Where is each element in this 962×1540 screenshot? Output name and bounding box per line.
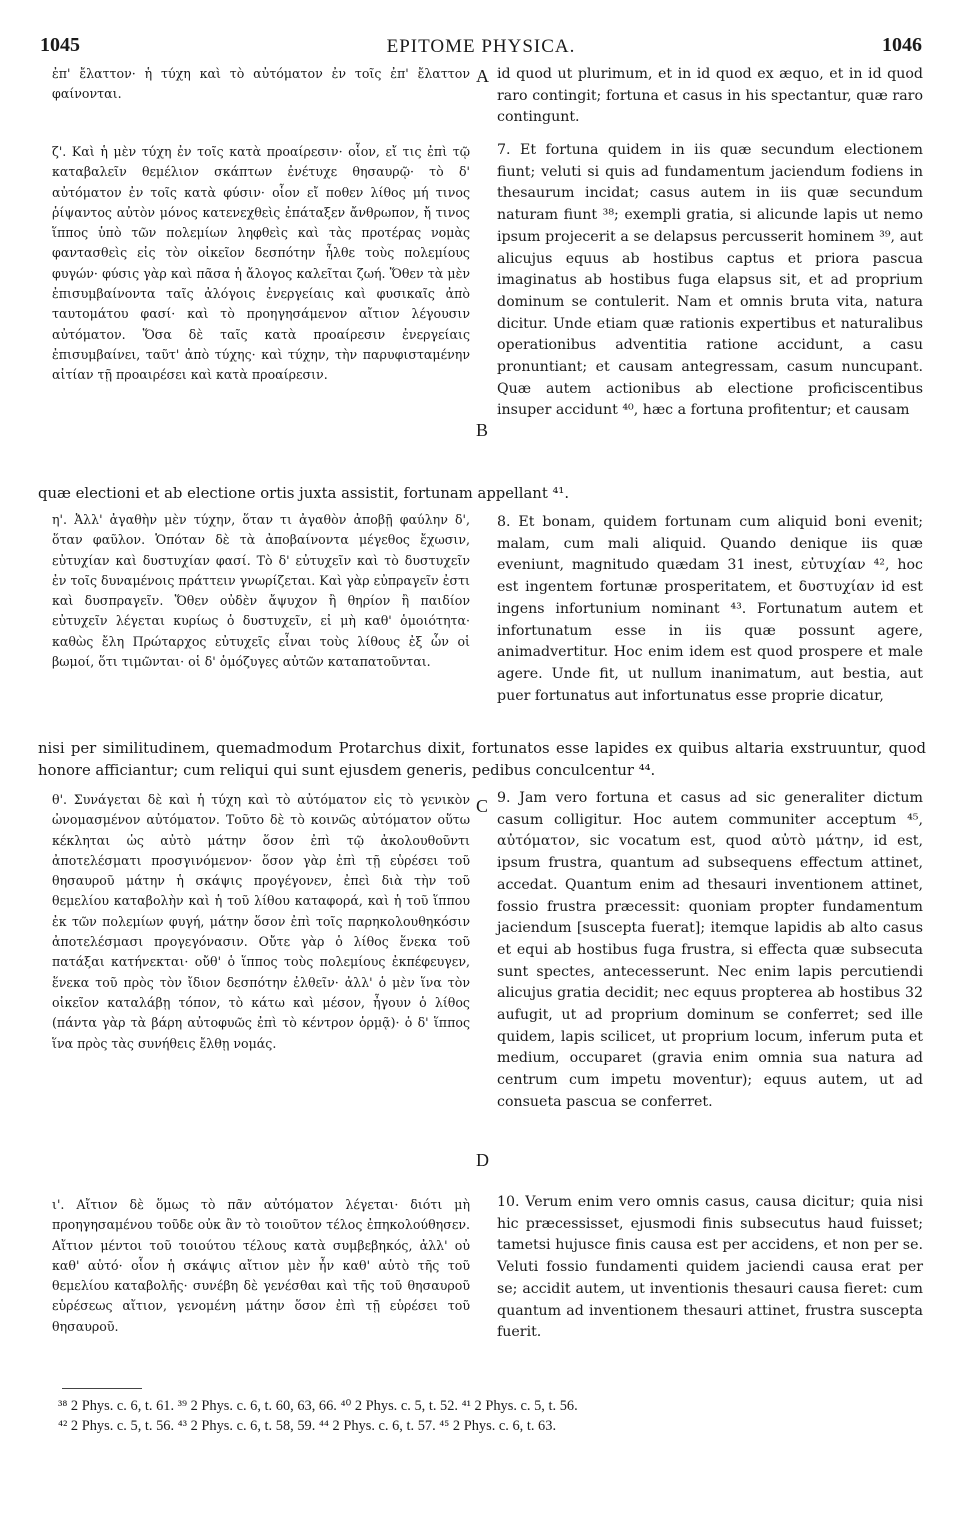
margin-letter-a: A <box>476 66 489 86</box>
page-number-right: 1046 <box>882 34 922 56</box>
margin-letter-d: D <box>476 1150 489 1170</box>
running-header <box>40 34 922 60</box>
latin-paragraph-9: 9. Jam vero fortuna et casus ad sic generaliter dictum casum colligitur. Hoc autem communiter acceptum ⁴⁵, αὐτόματον, sic vocatum est, quod αὐτὸ μάτην, id est, ipsum frustra, quantum ad subsequens effectum attinet, accedat. Quantum enim ad thesauri inventionem attinet, fossio frustra præcessit: quoniam propter fundamentum jaciendum [suscepta fuerat]; itemque lapidis ab alto casus et equi ab hostibus fuga frustra, si effecta quæ subsecuta sunt spectes, antecesserunt. Nec enim lapis percutiendi alicujus gratia decidit; nec equus propterea ab hostibus 32 aufugit, ut ad proprium dominum se conferret; sed ille quidem, lapis scilicet, ut proprium locum, inferum puta et medium, occuparet (gravia enim omnia sua natura ad centrum cum impetu moventur); equus autem, ut ad consueta pascua se conferret. <box>497 790 923 1110</box>
margin-letter-b: B <box>476 420 489 440</box>
full-width-line-1: quæ electioni et ab electione ortis juxta assistit, fortunam appellant ⁴¹. <box>38 485 570 502</box>
page-number-left: 1045 <box>40 34 80 56</box>
margin-letter-c: C <box>476 796 489 816</box>
running-title: EPITOME PHYSICA. <box>386 36 576 57</box>
greek-paragraph-8: η'. Ἀλλ' ἀγαθὴν μὲν τύχην, ὅταν τι ἀγαθὸν ἀποβῇ φαύλην δ', ὅταν φαῦλον. Ὁπόταν δὲ τὰ ἀποβαίνοντα μέγεθος ἔχωσιν, εὐτυχίαν καὶ δυστυχίαν φασί. Τὸ δ' εὐτυχεῖν καὶ τὸ δυστυχεῖν ἐν τοῖς δυναμένοις πράττειν γνωρίζεται. Καὶ γὰρ εὐπραγεῖν ἐστι καὶ δυσπραγεῖν. Ὅθεν οὐδὲν ἄψυχον ἢ θηρίον ἢ παιδίον εὐτυχεῖν λέγεται κυρίως ὁ δυστυχεῖν, εἰ μὴ καθ' ὁμοιότητα· καθὼς ἔλη Πρώταρχος εὐτυχεῖς εἶναι τοὺς λίθους ἐξ ὧν οἱ βωμοί, ὅτι τιμῶνται· οἱ δ' ὁμόζυγες αὐτῶν καταπατοῦνται. <box>52 512 470 670</box>
footnote-line-2: ⁴² 2 Phys. c. 5, t. 56. ⁴³ 2 Phys. c. 6, t. 58, 59. ⁴⁴ 2 Phys. c. 6, t. 57. ⁴⁵ 2 Phys. c. 6, t. 63. <box>58 1418 557 1434</box>
footnotes <box>58 1396 938 1436</box>
full-width-line-2: nisi per similitudinem, quemadmodum Protarchus dixit, fortunatos esse lapides ex quibus altaria exstruuntur, quod honore afficiantur; cum reliqui qui sunt ejusdem generis, pedibus conculcentur ⁴⁴. <box>38 740 926 779</box>
latin-paragraph-8: 8. Et bonam, quidem fortunam cum aliquid boni evenit; malam, cum mali aliquid. Quando denique iis quæ eveniunt, magnitudo quædam 31 inest, εὐτυχίαν ⁴², hoc est ingentem fortunæ prosperitatem, et δυστυχίαν id est ingens infortunium nominant ⁴³. Fortunatum autem et infortunatum esse in iis quæ possunt agere, animadvertitur. Hoc enim idem est quod prospere et male agere. Unde fit, ut nullum inanimatum, aut bestia, aut puer fortunatus aut infortunatus esse proprie dicatur, <box>497 514 923 704</box>
latin-paragraph-10: 10. Verum enim vero omnis casus, causa dicitur; quia nisi hic præcessisset, ejusmodi finis subsecutus haud fuisset; tametsi hujusce finis causa est per accidens, et non per se. Veluti fossio fundamenti quidem jaciendi causa erat per se; accidit autem, ut inventionis thesauri causa fieret: cum quantum ad inventionem thesauri attinet, frustra suscepta fuerit. <box>497 1194 923 1341</box>
footnote-line-1: ³⁸ 2 Phys. c. 6, t. 61. ³⁹ 2 Phys. c. 6, t. 60, 63, 66. ⁴⁰ 2 Phys. c. 5, t. 52. ⁴¹ 2 Phys. c. 5, t. 56. <box>58 1398 578 1414</box>
greek-paragraph-9: θ'. Συνάγεται δὲ καὶ ἡ τύχη καὶ τὸ αὐτόματον εἰς τὸ γενικὸν ὠνομασμένον αὐτόματον. Τοῦτο δὲ τὸ κοινῶς αὐτόματον οὕτω κέκληται ὡς αὐτὸ μάτην ὅσον ἐπὶ τῷ ἀκολουθοῦντι ἀποτελέσματι προσγινόμενον· ὅσον γὰρ ἐπὶ τῇ εὑρέσει τοῦ θησαυροῦ μάτην ἡ σκάψις προγέγονεν, ἐπεὶ διὰ τὴν τοῦ θεμελίου καταβολὴν καὶ ἡ τοῦ λίθου καταφορά, καὶ ἡ τοῦ ἵππου ἐκ τῶν πολεμίων φυγή, μάτην ὅσον ἐπὶ τοῖς παρηκολουθηκόσιν ἀποτελέσμασι προγεγόνασιν. Οὔτε γὰρ ὁ λίθος ἕνεκα τοῦ πατάξαι κατήνεκται· οὔθ' ὁ ἵππος τοὺς πολεμίους ἐκπέφευγεν, ἕνεκα τοῦ πρὸς τὸν ἴδιον δεσπότην ἐλθεῖν· ἀλλ' ὁ μὲν ἵνα τὸν οἰκεῖον καταλάβῃ τόπον, τὸ κάτω καὶ μέσον, ἦγουν ὁ λίθος (πάντα γὰρ τὰ βάρη αὐτοφυῶς ἐπὶ τὸ κέντρον ὁρμᾷ)· ὁ δ' ἵππος ἵνα πρὸς τὰς συνήθεις ἔλθῃ νομάς. <box>52 792 470 1051</box>
latin-paragraph-continuation: id quod ut plurimum, et in id quod ex æquo, et in id quod raro contingit; fortuna et casus in his spectantur, quæ raro contingunt. <box>497 66 923 126</box>
greek-paragraph-continuation: ἐπ' ἔλαττον· ἡ τύχη καὶ τὸ αὐτόματον ἐν τοῖς ἐπ' ἔλαττον φαίνονται. <box>52 66 470 102</box>
footnote-rule <box>62 1388 142 1389</box>
greek-paragraph-7: ζ'. Καὶ ἡ μὲν τύχη ἐν τοῖς κατὰ προαίρεσιν· οἷον, εἴ τις ἐπὶ τῷ καταβαλεῖν θεμέλιον σκάπτων ἐνέτυχε θησαυρῷ· τὸ δ' αὐτόματον ἐν τοῖς κατὰ φύσιν· οἷον εἴ ποθεν λίθος μή τινος ῥίψαντος αὐτὸν μόνος κατενεχθεὶς ἐπάταξεν ἄνθρωπον, ἤ τινος ἵππος ὑπὸ τῶν πολεμίων ληφθεὶς καὶ τὰς προτέρας νομὰς φαντασθεὶς εἰς τὸν οἰκεῖον δεσπότην ἦλθε τοὺς πολεμίους φυγών· φύσις γὰρ καὶ πᾶσα ἡ ἄλογος καλεῖται ζωή. Ὅθεν τὰ μὲν ἐπισυμβαίνοντα ταῖς ἀλόγοις ἐνεργείαις καὶ φυσικαῖς ἀπὸ ταυτομάτου φασί· καὶ τὸ προηγησάμενον αἴτιον λέγουσιν αὐτόματον. Ὅσα δὲ ταῖς κατὰ προαίρεσιν ἐνεργείαις ἐπισυμβαίνει, ταῦτ' ἀπὸ τύχης· καὶ τύχην, τὴν παρυφισταμένην αἰτίαν τῇ προαιρέσει καὶ κατὰ προαίρεσιν. <box>52 144 470 383</box>
greek-paragraph-10: ι'. Αἴτιον δὲ ὅμως τὸ πᾶν αὐτόματον λέγεται· διότι μὴ προηγησαμένου τοῦδε οὐκ ἂν τὸ τοιοῦτον τέλος ἐπηκολούθησεν. Αἴτιον μέντοι τοῦ τοιούτου τέλους κατὰ συμβεβηκός, ἀλλ' οὐ καθ' αὑτό· οἷον ἡ σκάψις αἴτιον μὲν ἦν καθ' αὑτὸ τῆς τοῦ θεμελίου καταβολῆς· συνέβη δὲ γενέσθαι καὶ τῆς τοῦ θησαυροῦ εὑρέσεως αἴτιον, γενομένη μάτην ὅσον ἐπὶ τῇ εὑρέσει τοῦ θησαυροῦ. <box>52 1197 470 1334</box>
latin-paragraph-7: 7. Et fortuna quidem in iis quæ secundum electionem fiunt; veluti si quis ad fundamentum jaciendum fodiens in thesaurum incidat; casus autem in iis quæ secundum naturam fiunt ³⁸; exempli gratia, si alicunde lapis ut nemo ipsum projecerit a se delapsus percusserit hominem ³⁹, aut alicujus equus ab hostibus captus et priora pascua imaginatus ab hostibus fuga elapsus sit, et ad proprium dominum se contulerit. Nam et omnis bruta vita, natura dicitur. Unde etiam quæ rationis expertibus et naturalibus operationibus adventitia ratione accidunt, a casu pronuntiant; et causam antegressam, casum nuncupant. Quæ autem actionibus ab electione proficiscentibus insuper accidunt ⁴⁰, hæc a fortuna profitentur; et causam <box>497 142 923 419</box>
